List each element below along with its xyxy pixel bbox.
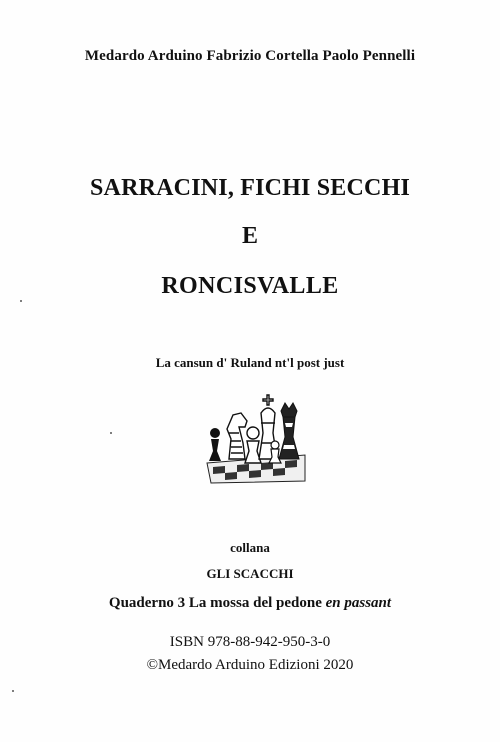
quaderno-main: Quaderno 3 La mossa del pedone [108,595,326,611]
isbn: ISBN 978-88-942-950-3-0 [169,634,331,650]
title-line-3: RONCISVALLE [161,273,339,299]
quaderno-italic: en passant [325,595,392,611]
scan-speck [20,300,22,302]
scan-speck [110,432,112,434]
quaderno-line [0,595,500,612]
copyright: ©Medardo Arduino Edizioni 2020 [146,657,354,673]
authors-line: Medardo Arduino Fabrizio Cortella Paolo Pennelli [84,48,416,64]
series-name: GLI SCACCHI [206,566,294,581]
title-line-1: SARRACINI, FICHI SECCHI [90,175,410,201]
collana-label: collana [230,540,270,555]
scan-speck [12,690,14,692]
subtitle: La cansun d' Ruland nt'l post just [155,355,345,370]
title-line-2: E [241,223,258,249]
chess-pieces-icon [205,393,307,485]
